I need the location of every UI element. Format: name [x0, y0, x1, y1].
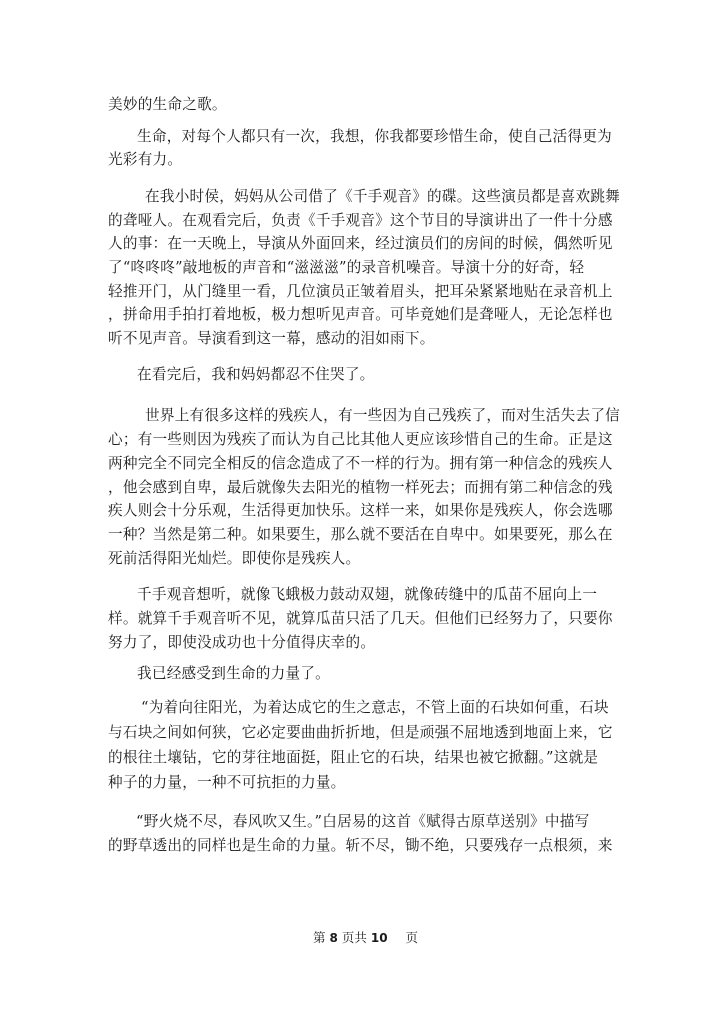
text-line: ，他会感到自卑，最后就像失去阳光的植物一样死去；而拥有第二种信念的残 [108, 479, 613, 496]
text-line: 心；有一些则因为残疾了而认为自己比其他人更应该珍惜自己的生命。正是这 [108, 431, 613, 448]
text-line: 世界上有很多这样的残疾人，有一些因为自己残疾了，而对生活失去了信 [145, 407, 621, 424]
footer-prefix: 第 [313, 930, 326, 945]
footer-suffix: 页 [405, 930, 419, 945]
text-line: “野火烧不尽，春风吹又生。”白居易的这首《赋得古原草送别》中描写 [136, 813, 590, 830]
text-line: 疾人则会十分乐观，生活得更加快乐。这样一来，如果你是残疾人，你会选哪 [108, 502, 613, 519]
text-line: 的根往土壤钻，它的芽往地面挺，阻止它的石块，结果也被它掀翻。”这就是 [108, 749, 599, 766]
text-line: 生命，对每个人都只有一次，我想，你我都要珍惜生命，使自己活得更为 [137, 128, 613, 145]
text-line: 死前活得阳光灿烂。即使你是残疾人。 [108, 550, 361, 567]
text-line: 样。就算千手观音听不见，就算瓜苗只活了几天。但他们已经努力了，只要你 [108, 610, 613, 627]
text-line: 一种？当然是第二种。如果要生，那么就不要活在自卑中。如果要死，那么在 [108, 526, 613, 543]
text-line: 人的事：在一天晚上，导演从外面回来，经过演员们的房间的时候，偶然听见 [108, 235, 613, 252]
text-line: 种子的力量，一种不可抗拒的力量。 [108, 774, 346, 791]
text-line: 轻推开门，从门缝里一看，几位演员正皱着眉头，把耳朵紧紧地贴在录音机上 [108, 283, 613, 300]
text-line: 听不见声音。导演看到这一幕，感动的泪如雨下。 [108, 330, 435, 347]
text-line: 与石块之间如何狭，它必定要曲曲折折地，但是顽强不屈地透到地面上来，它 [108, 724, 613, 741]
footer-total-pages: 10 [370, 931, 388, 945]
text-line: 了“咚咚咚”敲地板的声音和“滋滋滋”的录音机噪音。导演十分的好奇，轻 [108, 259, 585, 276]
text-line: 两种完全不同完全相反的信念造成了不一样的行为。拥有第一种信念的残疾人 [108, 455, 613, 472]
text-line: 的野草透出的同样也是生命的力量。斩不尽，锄不绝，只要残存一点根须，来 [108, 837, 613, 854]
footer-page-number: 8 [329, 931, 338, 945]
text-line: 千手观音想听，就像飞蛾极力鼓动双翅，就像砖缝中的瓜苗不屈向上一 [137, 586, 598, 603]
text-line: 美妙的生命之歌。 [108, 96, 227, 113]
text-line: “为着向往阳光，为着达成它的生之意志，不管上面的石块如何重，石块 [141, 699, 609, 716]
footer-middle: 页共 [341, 930, 367, 945]
text-line: 努力了，即使没成功也十分值得庆幸的。 [108, 634, 376, 651]
text-line: 在我小时侯，妈妈从公司借了《千手观音》的碟。这些演员都是喜欢跳舞 [145, 188, 621, 205]
text-line: 我已经感受到生命的力量了。 [137, 665, 330, 682]
text-line: 在看完后，我和妈妈都忍不住哭了。 [137, 366, 375, 383]
text-line: ，拼命用手拍打着地板，极力想听见声音。可毕竟她们是聋哑人，无论怎样也 [108, 306, 613, 323]
text-line: 的聋哑人。在观看完后，负责《千手观音》这个节目的导演讲出了一件十分感 [108, 212, 613, 229]
page-footer [313, 930, 418, 946]
text-line: 光彩有力。 [108, 151, 183, 168]
